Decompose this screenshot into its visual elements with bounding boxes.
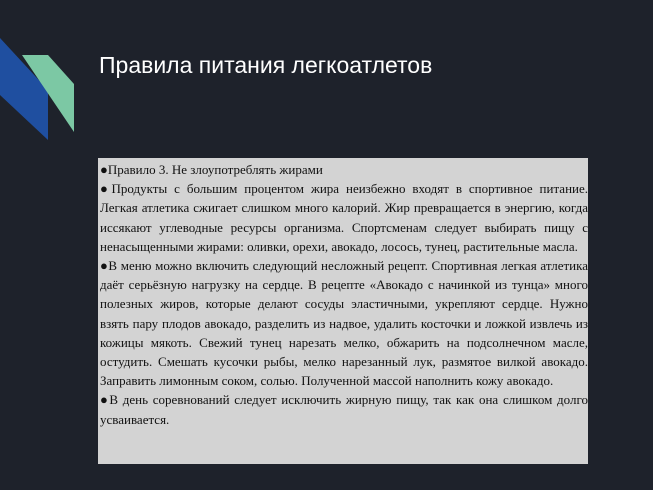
slide-title: Правила питания легкоатлетов (99, 52, 433, 78)
paragraph-recipe: ●В меню можно включить следующий несложный рецепт. Спортивная легкая атлетика даёт серьёзную нагрузку на сердце. В рецепте «Авокадо с начинкой из тунца» много полезных жиров, которые делают сосуды эластичными, укрепляют сердце. Нужно взять пару плодов авокадо, разделить из надвое, удалить косточки и ложкой извлечь из кожицы мякоть. Свежий тунец нарезать мелко, обжарить на подсолнечном масле, остудить. Смешать кусочки рыбы, мелко нарезанный лук, размятое вилкой авокадо. Заправить лимонным соком, солью. Полученной массой наполнить кожу авокадо. (100, 258, 588, 389)
corner-decoration (0, 0, 80, 140)
text-panel (98, 158, 588, 464)
paragraph-competition-day: ●В день соревнований следует исключить жирную пищу, так как она слишком долго усваивается. (100, 392, 588, 427)
decor-blue-stripe (0, 38, 48, 140)
paragraph-rule: ●Правило 3. Не злоупотреблять жирами (100, 162, 323, 177)
paragraph-fat-products: ●Продукты с большим процентом жира неизбежно входят в спортивное питание. Легкая атлетика сжигает слишком много калорий. Жир превращается в энергию, когда иссякают углеводные ресурсы организма. Спортсменам следует выбирать пищу с ненасыщенными жирами: оливки, орехи, авокадо, лосось, тунец, растительные масла. (100, 181, 588, 254)
